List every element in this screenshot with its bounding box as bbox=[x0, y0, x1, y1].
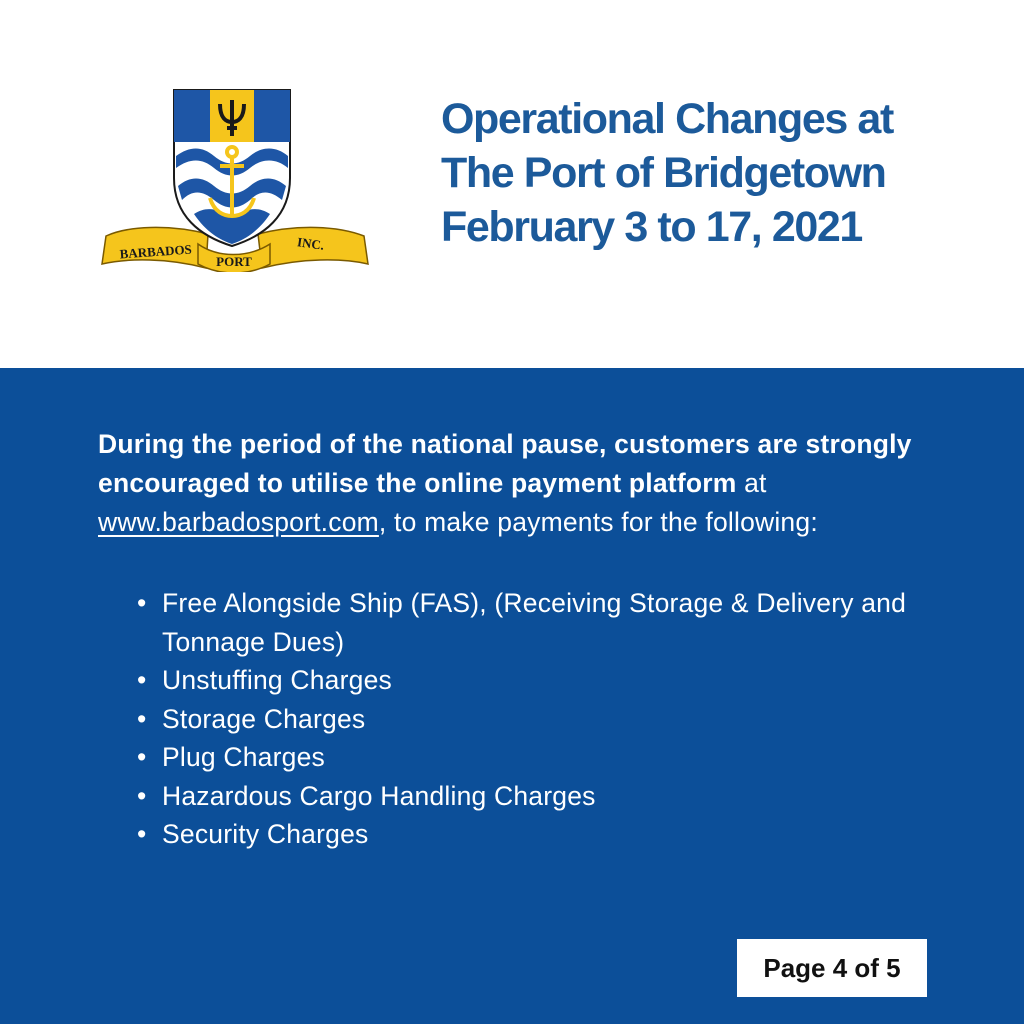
list-item bbox=[137, 700, 917, 739]
bullet-icon: • bbox=[137, 780, 147, 811]
list-item bbox=[137, 738, 917, 777]
list-item-text: Security Charges bbox=[162, 819, 369, 849]
list-item-text: Plug Charges bbox=[162, 742, 325, 772]
ribbon-text-barbados: BARBADOS bbox=[119, 241, 193, 262]
intro-rest-text: , to make payments for the following: bbox=[378, 507, 818, 537]
list-item-text: Free Alongside Ship (FAS), (Receiving Storage & Delivery and Tonnage Dues) bbox=[162, 588, 907, 657]
list-item bbox=[137, 661, 917, 700]
list-item bbox=[137, 777, 917, 816]
bullet-icon: • bbox=[137, 588, 147, 618]
barbados-port-crest-logo bbox=[98, 86, 372, 272]
ribbon-text-port: PORT bbox=[216, 254, 252, 269]
list-item-text: Storage Charges bbox=[162, 703, 366, 734]
page-title bbox=[441, 92, 1001, 254]
list-item-text: Hazardous Cargo Handling Charges bbox=[162, 780, 596, 811]
ribbon-text-inc: INC. bbox=[296, 234, 326, 253]
bullet-icon: • bbox=[137, 703, 147, 734]
bullet-icon: • bbox=[137, 742, 147, 772]
page-indicator-label: Page 4 of 5 bbox=[763, 952, 901, 983]
intro-at-text: at bbox=[736, 468, 767, 498]
intro-paragraph bbox=[98, 425, 948, 542]
title-line-1: Operational Changes at bbox=[441, 95, 893, 143]
header-section bbox=[0, 0, 1024, 368]
charges-list bbox=[137, 584, 917, 854]
title-line-2: The Port of Bridgetown bbox=[441, 149, 886, 197]
title-line-3: February 3 to 17, 2021 bbox=[441, 203, 862, 251]
bullet-icon: • bbox=[137, 665, 147, 695]
website-link[interactable]: www.barbadosport.com bbox=[98, 507, 379, 537]
page-indicator bbox=[737, 939, 927, 997]
list-item bbox=[137, 815, 917, 854]
list-item bbox=[137, 584, 917, 661]
bullet-icon: • bbox=[137, 819, 147, 849]
list-item-text: Unstuffing Charges bbox=[162, 665, 392, 695]
intro-bold-text: During the period of the national pause, customers are strongly encouraged to utilise the online payment platform bbox=[98, 429, 912, 498]
